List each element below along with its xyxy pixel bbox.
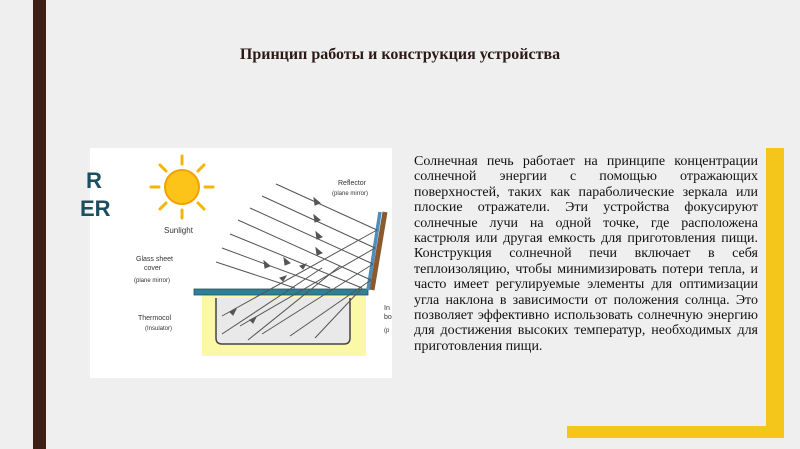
- body-paragraph: Солнечная печь работает на принципе концентрации солнечной энергии с помощью отражающих поверхностей, таких как параболические зеркала или плоские отражатели. Эти устройства фокусируют солнечные лучи на одной точке, где расположена кастрюля или другая емкость для приготовления пищи. Конструкция солнечной печи включает в себя теплоизоляцию, чтобы минимизировать потери тепла, и часто имеет регулируемые элементы для оптимизации угла наклона в зависимости от положения солнца. Это позволяет эффективно использовать солнечную энергию для достижения высоких температур, необходимых для приготовления пищи.: [414, 154, 758, 354]
- gold-frame-bottom-edge: [567, 426, 784, 438]
- thermocol-label: Thermocol: [138, 315, 172, 322]
- gold-frame-right-edge: [766, 148, 784, 438]
- sun-icon: [151, 156, 213, 218]
- right-cut-label-2: bo: [384, 314, 392, 321]
- glass-label-line1: Glass sheet: [136, 256, 173, 263]
- heading-fragment-top: R: [86, 168, 102, 193]
- heading-fragment-bottom: ER: [80, 196, 111, 221]
- glass-sub-label: (plane mirror): [134, 278, 171, 284]
- slide-title: Принцип работы и конструкция устройства: [239, 46, 561, 63]
- sunlight-label: Sunlight: [164, 226, 193, 235]
- glass-label-line2: cover: [144, 265, 162, 272]
- glass-cover: [194, 289, 368, 295]
- left-accent-bar: [33, 0, 46, 449]
- solar-cooker-diagram: [80, 148, 392, 378]
- diagram-svg: [80, 148, 392, 378]
- reflector-label: Reflector: [338, 180, 367, 187]
- right-cut-label-1: In: [384, 305, 390, 312]
- thermocol-sub-label: (Insulator): [145, 326, 173, 332]
- reflector-sub-label: (plane mirror): [332, 191, 369, 197]
- right-cut-label-3: (p: [384, 328, 390, 334]
